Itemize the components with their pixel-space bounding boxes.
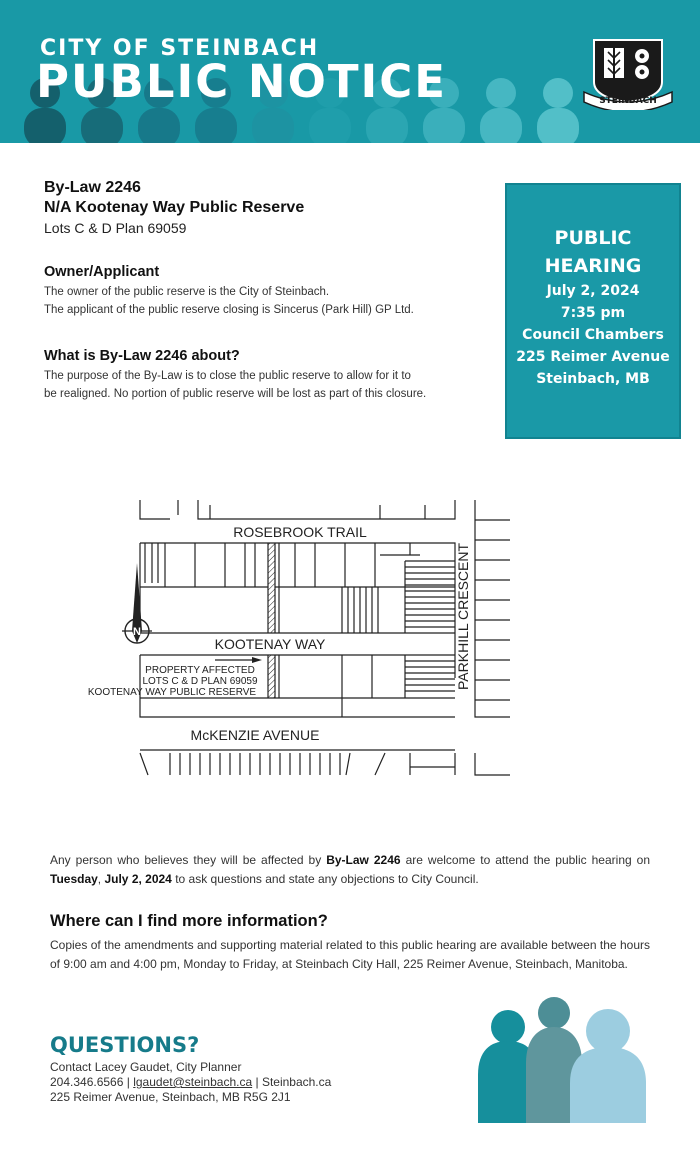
owner-line-1: The owner of the public reserve is the City of Steinbach. [44, 286, 330, 298]
about-line-1: The purpose of the By-Law is to close the public reserve to allow for it to [44, 370, 411, 382]
questions-heading: QUESTIONS? [50, 1033, 200, 1057]
owner-line-2: The applicant of the public reserve closing is Sincerus (Park Hill) GP Ltd. [44, 304, 414, 316]
street-kootenay-way: KOOTENAY WAY [214, 636, 326, 652]
contact-details: 204.346.6566 | lgaudet@steinbach.ca | Steinbach.ca [50, 1075, 332, 1089]
hearing-address: 225 Reimer Avenue [516, 349, 670, 365]
hearing-date: July 2, 2024 [546, 283, 640, 299]
contact-address: 225 Reimer Avenue, Steinbach, MB R5G 2J1 [50, 1090, 291, 1104]
owner-heading: Owner/Applicant [44, 264, 160, 280]
info-paragraph: Copies of the amendments and supporting material related to this public hearing are available between the hours of 9:00 am and 4:00 pm, Monday to Friday, at Steinbach City Hall, 225 Reimer Avenue, Steinbach, Manitoba. [50, 938, 650, 971]
about-line-2: be realigned. No portion of public reserve will be lost as part of this closure. [44, 388, 427, 400]
location-map [80, 495, 520, 780]
property-label-1: PROPERTY AFFECTED [145, 665, 255, 676]
property-label-2: LOTS C & D PLAN 69059 [142, 676, 258, 687]
hearing-city: Steinbach, MB [536, 371, 650, 387]
city-name: CITY OF STEINBACH [40, 36, 320, 61]
street-rosebrook-trail: ROSEBROOK TRAIL [233, 524, 367, 540]
steinbach-logo [580, 36, 676, 110]
logo-text: STEINBACH [599, 96, 657, 106]
info-heading: Where can I find more information? [50, 912, 328, 930]
bylaw-lots: Lots C & D Plan 69059 [44, 220, 187, 236]
street-parkhill-crescent: PARKHILL CRESCENT [455, 542, 471, 690]
hearing-label-1: PUBLIC [554, 227, 632, 249]
header-banner [0, 0, 700, 143]
north-label: N [133, 626, 141, 638]
contact-email-link[interactable]: lgaudet@steinbach.ca [133, 1075, 253, 1089]
about-heading: What is By-Law 2246 about? [44, 348, 240, 364]
public-hearing-box [505, 183, 681, 439]
north-arrow-icon [122, 563, 152, 643]
street-mckenzie-avenue: McKENZIE AVENUE [190, 727, 320, 743]
contact-phone: 204.346.6566 [50, 1075, 124, 1089]
bylaw-number: By-Law 2246 [44, 179, 141, 196]
hearing-label-2: HEARING [544, 255, 642, 277]
property-label-3: KOOTENAY WAY PUBLIC RESERVE [87, 687, 257, 698]
objection-paragraph: Any person who believes they will be affected by By-Law 2246 are welcome to attend the public hearing on Tuesday, July 2, 2024 to ask questions and state any objections to City Council. [50, 853, 651, 886]
contact-website: Steinbach.ca [261, 1075, 332, 1089]
contact-name: Contact Lacey Gaudet, City Planner [50, 1060, 242, 1074]
bylaw-name: N/A Kootenay Way Public Reserve [44, 199, 305, 216]
hearing-venue: Council Chambers [522, 327, 664, 343]
hearing-time: 7:35 pm [560, 305, 626, 321]
people-group-graphic [470, 995, 670, 1125]
page-title: PUBLIC NOTICE [36, 55, 448, 108]
